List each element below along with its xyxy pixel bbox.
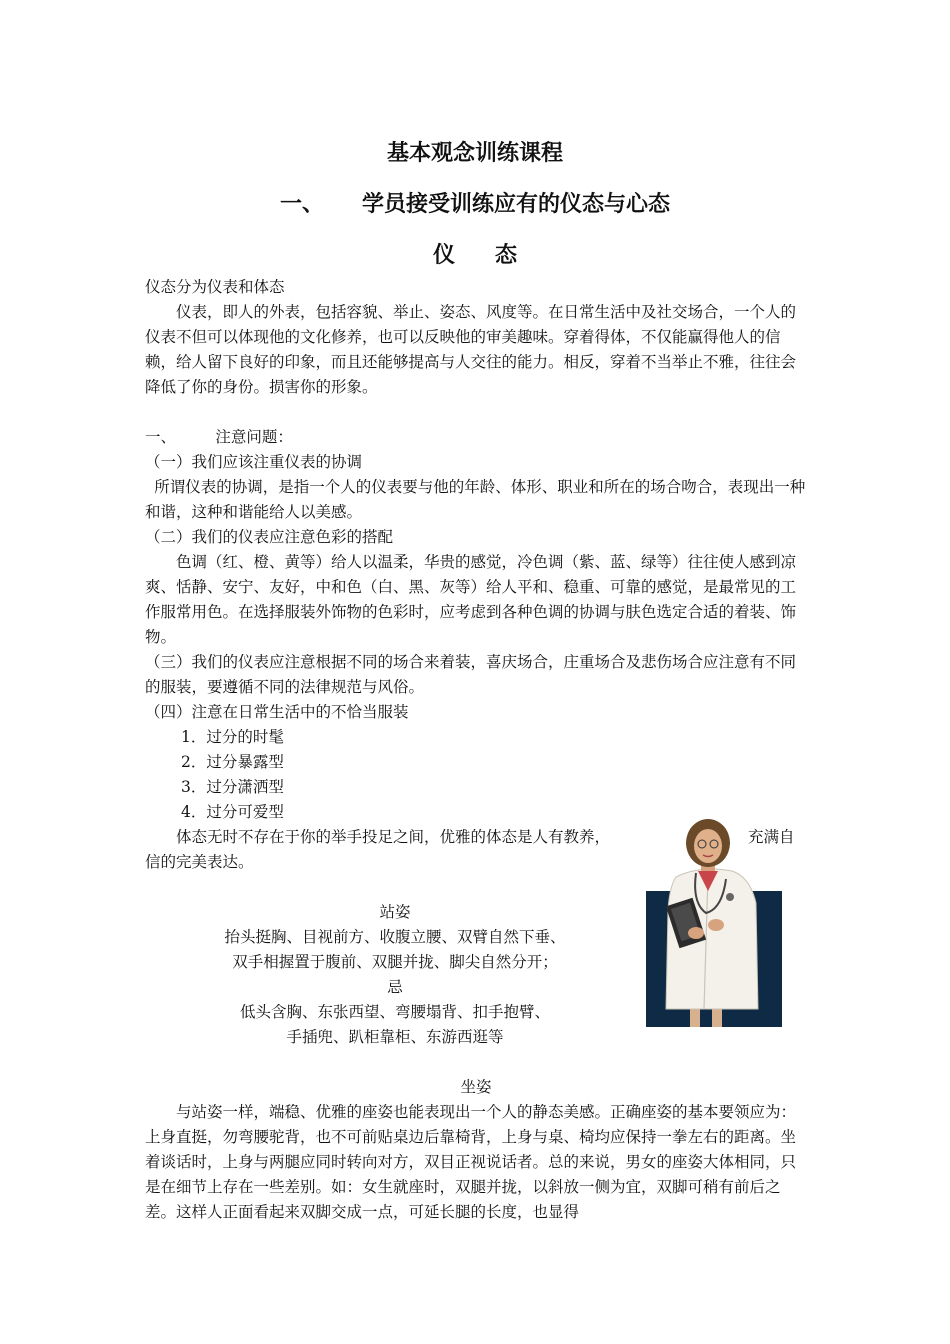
subheading-1: （一）我们应该注重仪表的协调 [145,453,363,471]
spacer [145,400,807,425]
subheading-3: （三）我们的仪表应注意根据不同的场合来着装，喜庆场合，庄重场合及悲伤场合应注意有不同的服装，要遵循不同的法律规范与风俗。 [145,653,797,696]
standing-line-1: 抬头挺胸、目视前方、收腹立腰、双臂自然下垂、 [224,928,566,946]
spacer [145,1050,807,1075]
standing-line-4: 手插兜、趴柜靠柜、东游西逛等 [286,1028,504,1046]
paragraph-appearance: 仪表，即人的外表，包括容貌、举止、姿态、风度等。在日常生活中及社交场合，一个人的仪表不但可以体现他的文化修养，也可以反映他的审美趣味。穿着得体，不仅能赢得他人的信赖，给人留下良好的印象，而且还能够提高与人交往的能力。相反，穿着不当举止不雅，往往会降低了你的身份。损害你的形象。 [145,303,797,396]
list-item: 3．过分潇洒型 [181,778,284,796]
subheading-4: （四）注意在日常生活中的不恰当服装 [145,703,409,721]
paragraph-sitting: 与站姿一样，端稳、优雅的座姿也能表现出一个人的静态美感。正确座姿的基本要领应为：上身直挺，勿弯腰驼背，也不可前贴桌边后靠椅背，上身与桌、椅均应保持一拳左右的距离。坐着谈话时，上身与两腿应同时转向对方，双目正视说话者。总的来说，男女的座姿大体相同，只是在细节上存在一些差别。如：女生就座时，双腿并拢，以斜放一侧为宜，双脚可稍有前后之差。这样人正面看起来双脚交成一点，可延长腿的长度，也显得 [145,1103,797,1221]
main-title: 基本观念训练课程 [386,141,563,166]
list-item: 4．过分可爱型 [181,803,284,821]
list-item: 1．过分的时髦 [181,728,284,746]
standing-line-3: 低头含胸、东张西望、弯腰塌背、扣手抱臂、 [239,1003,550,1021]
standing-line-2: 双手相握置于腹前、双腿并拢、脚尖自然分开； [232,953,558,971]
section-number: 一、 [279,192,324,217]
posture-text-a: 体态无时不存在于你的举手投足之间，优雅的体态是人有教养， [176,828,611,846]
document-body [145,275,807,1225]
paragraph-harmony: 所谓仪表的协调，是指一个人的仪表要与他的年龄、体形、职业和所在的场合吻合，表现出一种和谐，这种和谐能给人以美感。 [145,478,806,521]
standing-title: 站姿 [379,903,411,921]
standing-avoid-label: 忌 [387,978,403,996]
section-title-text: 学员接受训练应有的仪态与心态 [362,192,671,217]
subheading-2: （二）我们的仪表应注意色彩的搭配 [145,528,394,546]
paragraph-colors: 色调（红、橙、黄等）给人以温柔，华贵的感觉，冷色调（紫、蓝、绿等）往往使人感到凉爽、恬静、安宁、友好，中和色（白、黑、灰等）给人平和、稳重、可靠的感觉，是最常见的工作服常用色。在选择服装外饰物的色彩时，应考虑到各种色调的协调与肤色选定合适的着装、饰物。 [145,553,797,646]
sitting-title: 坐姿 [460,1078,492,1096]
intro-line: 仪态分为仪表和体态 [145,278,285,296]
subsection-title: 仪态 [432,243,557,268]
list-item: 2．过分暴露型 [181,753,284,771]
heading-issues: 一、 注意问题： [145,428,293,446]
posture-text-b: 充满自信的完美表达。 [145,828,795,871]
doctor-illustration [646,813,782,1027]
section-title [0,187,950,218]
